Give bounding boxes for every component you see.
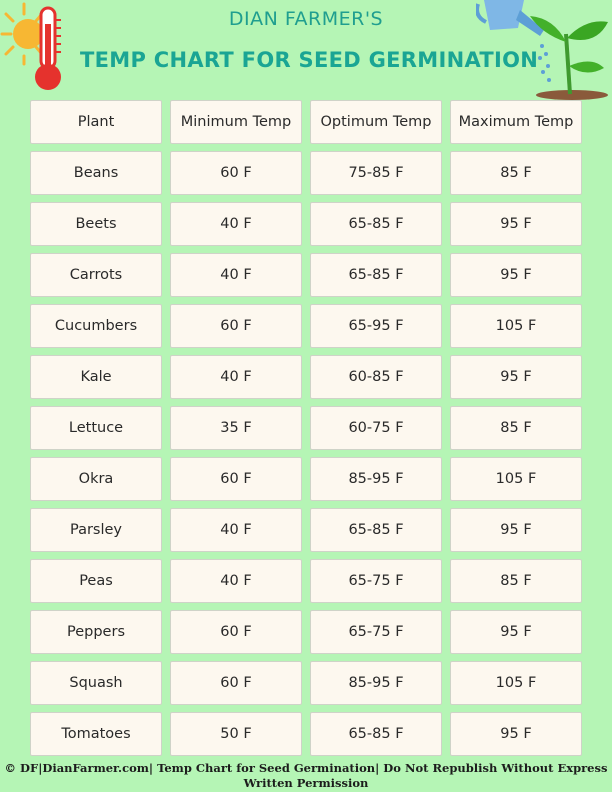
table-cell-plant: Beans	[30, 151, 162, 195]
table-cell-maximum-temp: 105 F	[450, 304, 582, 348]
column-header-plant: Plant	[30, 100, 162, 144]
table-cell-maximum-temp: 95 F	[450, 253, 582, 297]
footer-line-1: © DF|DianFarmer.com| Temp Chart for Seed Germination| Do Not Republish Without Express	[4, 761, 608, 775]
table-cell-optimum-temp: 65-85 F	[310, 253, 442, 297]
column-header-maximum-temp: Maximum Temp	[450, 100, 582, 144]
table-cell-optimum-temp: 65-85 F	[310, 202, 442, 246]
column-header-optimum-temp: Optimum Temp	[310, 100, 442, 144]
table-cell-optimum-temp: 65-95 F	[310, 304, 442, 348]
table-cell-plant: Carrots	[30, 253, 162, 297]
table-cell-minimum-temp: 60 F	[170, 661, 302, 705]
table-cell-minimum-temp: 50 F	[170, 712, 302, 756]
table-cell-plant: Cucumbers	[30, 304, 162, 348]
table-cell-maximum-temp: 105 F	[450, 457, 582, 501]
table-cell-minimum-temp: 40 F	[170, 508, 302, 552]
table-cell-optimum-temp: 85-95 F	[310, 457, 442, 501]
table-cell-plant: Beets	[30, 202, 162, 246]
table-cell-plant: Tomatoes	[30, 712, 162, 756]
temperature-table	[30, 100, 582, 756]
copyright-footer	[0, 761, 612, 791]
table-cell-plant: Peas	[30, 559, 162, 603]
table-cell-maximum-temp: 95 F	[450, 355, 582, 399]
table-cell-optimum-temp: 60-85 F	[310, 355, 442, 399]
table-cell-maximum-temp: 95 F	[450, 610, 582, 654]
table-cell-minimum-temp: 60 F	[170, 151, 302, 195]
table-cell-plant: Parsley	[30, 508, 162, 552]
table-cell-maximum-temp: 85 F	[450, 406, 582, 450]
table-cell-minimum-temp: 60 F	[170, 610, 302, 654]
table-cell-maximum-temp: 85 F	[450, 559, 582, 603]
table-cell-plant: Kale	[30, 355, 162, 399]
table-cell-minimum-temp: 40 F	[170, 559, 302, 603]
table-cell-optimum-temp: 65-85 F	[310, 508, 442, 552]
table-cell-optimum-temp: 65-85 F	[310, 712, 442, 756]
table-cell-minimum-temp: 40 F	[170, 355, 302, 399]
table-cell-minimum-temp: 40 F	[170, 253, 302, 297]
table-cell-maximum-temp: 85 F	[450, 151, 582, 195]
table-cell-plant: Lettuce	[30, 406, 162, 450]
table-cell-optimum-temp: 60-75 F	[310, 406, 442, 450]
table-cell-maximum-temp: 95 F	[450, 712, 582, 756]
table-cell-minimum-temp: 60 F	[170, 304, 302, 348]
table-cell-optimum-temp: 85-95 F	[310, 661, 442, 705]
footer-line-2: Written Permission	[243, 776, 369, 790]
table-cell-plant: Okra	[30, 457, 162, 501]
brand-name: DIAN FARMER'S	[228, 8, 384, 30]
table-cell-optimum-temp: 65-75 F	[310, 559, 442, 603]
table-cell-optimum-temp: 65-75 F	[310, 610, 442, 654]
table-cell-maximum-temp: 95 F	[450, 202, 582, 246]
table-cell-maximum-temp: 105 F	[450, 661, 582, 705]
table-cell-plant: Peppers	[30, 610, 162, 654]
page-title: TEMP CHART FOR SEED GERMINATION	[80, 48, 539, 72]
table-cell-minimum-temp: 60 F	[170, 457, 302, 501]
table-cell-maximum-temp: 95 F	[450, 508, 582, 552]
column-header-minimum-temp: Minimum Temp	[170, 100, 302, 144]
table-cell-minimum-temp: 35 F	[170, 406, 302, 450]
table-cell-minimum-temp: 40 F	[170, 202, 302, 246]
table-cell-optimum-temp: 75-85 F	[310, 151, 442, 195]
table-cell-plant: Squash	[30, 661, 162, 705]
